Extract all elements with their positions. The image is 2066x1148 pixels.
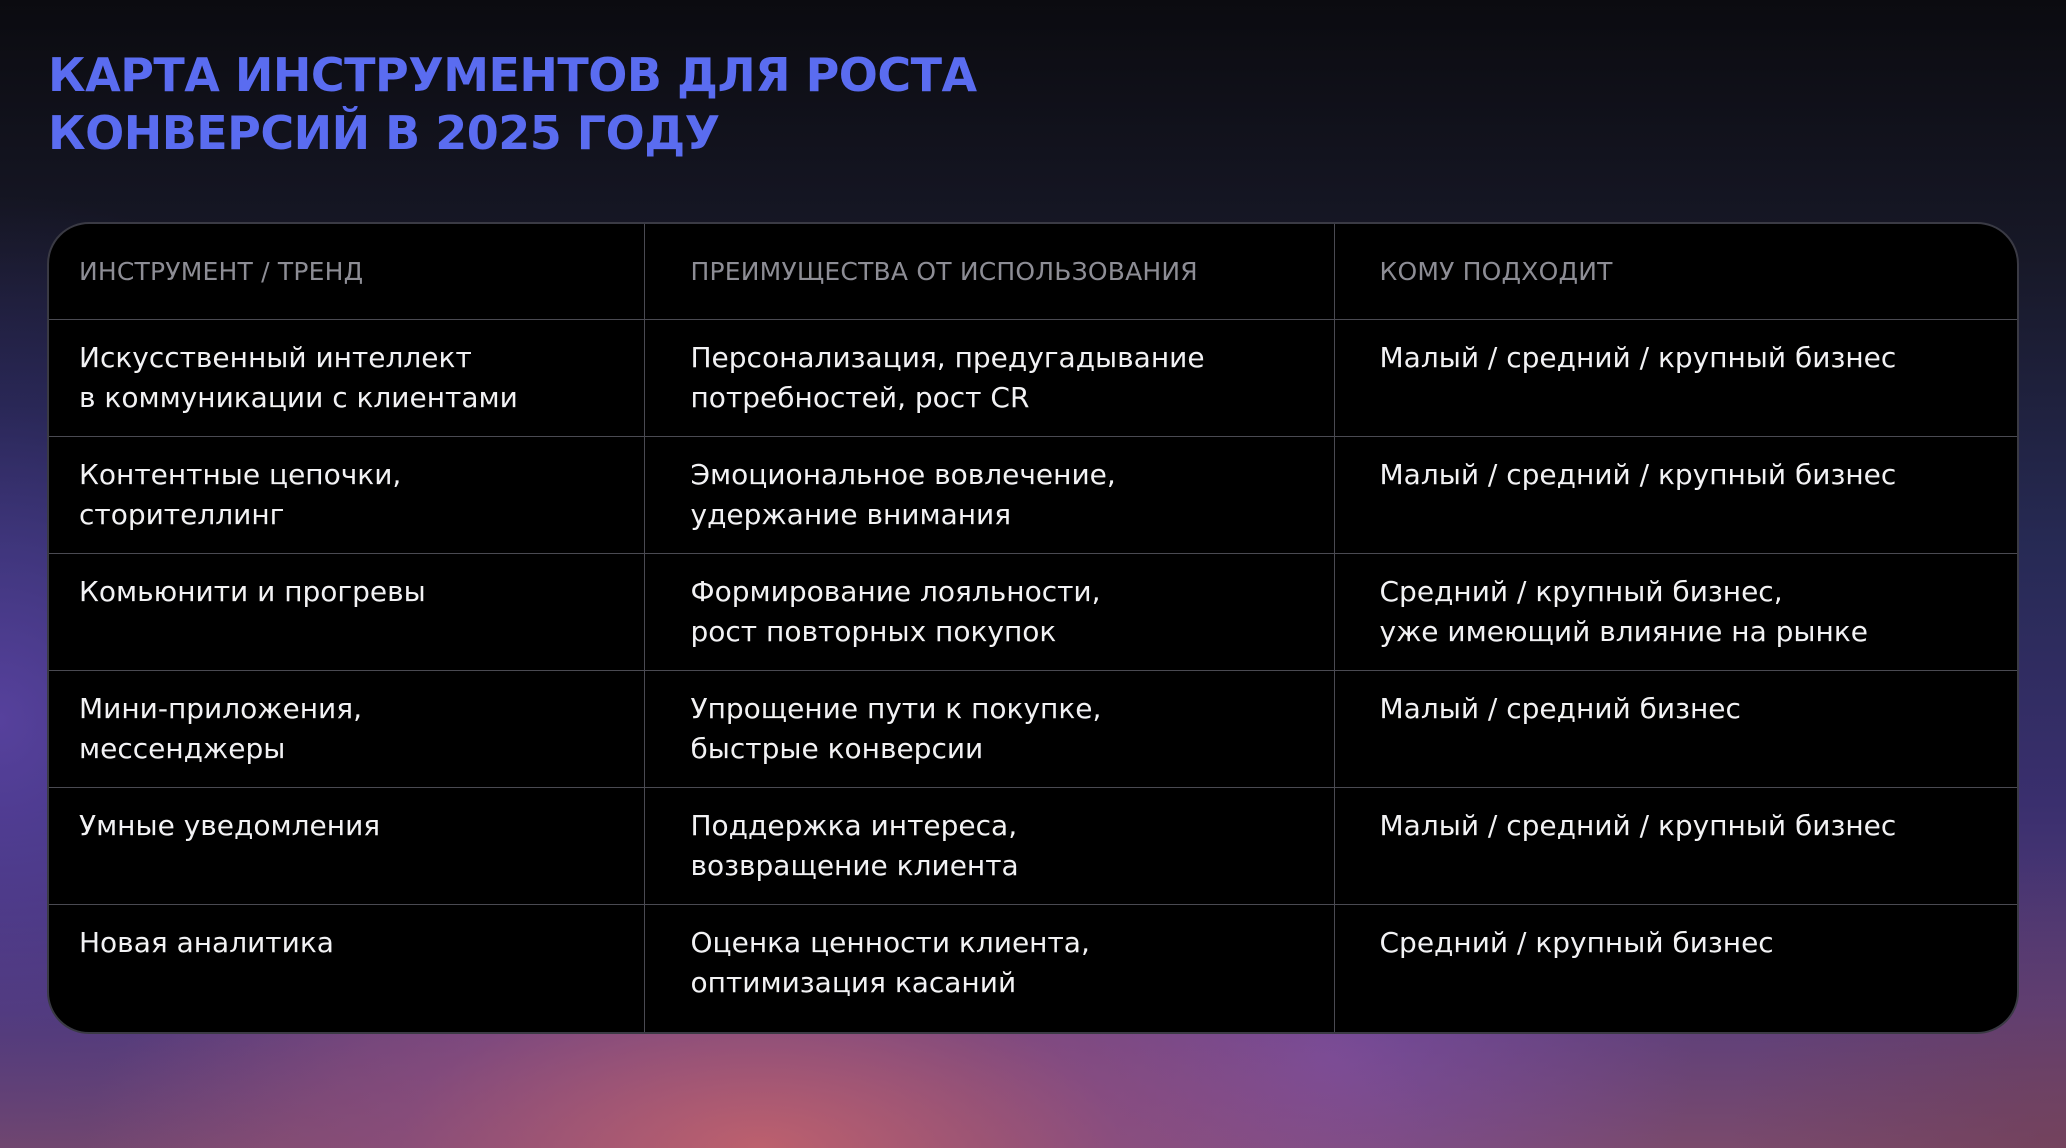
cell-tool-text: Новая аналитика bbox=[79, 925, 334, 959]
tools-table bbox=[49, 224, 2017, 1033]
table-row bbox=[49, 670, 2017, 787]
cell-benefits-text: Эмоциональное вовлечение, удержание внимания bbox=[690, 457, 1116, 531]
page-title-line-2: КОНВЕРСИЙ В 2025 ГОДУ bbox=[48, 106, 720, 160]
table-row bbox=[49, 787, 2017, 904]
header-tool-trend: ИНСТРУМЕНТ / ТРЕНД bbox=[49, 224, 644, 319]
cell-benefits bbox=[644, 553, 1334, 670]
cell-benefits-text: Упрощение пути к покупке, быстрые конверсии bbox=[690, 691, 1102, 765]
page-title-line-1: КАРТА ИНСТРУМЕНТОВ ДЛЯ РОСТА bbox=[48, 48, 977, 102]
cell-benefits-text: Персонализация, предугадывание потребностей, рост CR bbox=[690, 340, 1205, 414]
cell-tool-text: Искусственный интеллект в коммуникации с клиентами bbox=[79, 340, 518, 414]
table-header-row bbox=[49, 224, 2017, 319]
cell-benefits bbox=[644, 436, 1334, 553]
tools-table-card bbox=[47, 222, 2019, 1034]
cell-audience bbox=[1334, 787, 2017, 904]
cell-audience bbox=[1334, 670, 2017, 787]
cell-audience-text: Средний / крупный бизнес, уже имеющий влияние на рынке bbox=[1379, 574, 1868, 648]
table-row bbox=[49, 904, 2017, 1033]
cell-tool-text: Умные уведомления bbox=[79, 808, 381, 842]
cell-tool bbox=[49, 319, 644, 436]
page-title bbox=[48, 46, 1448, 162]
cell-tool-text: Контентные цепочки, сторителлинг bbox=[79, 457, 402, 531]
cell-tool-text: Комьюнити и прогревы bbox=[79, 574, 426, 608]
cell-benefits bbox=[644, 670, 1334, 787]
cell-tool bbox=[49, 670, 644, 787]
cell-tool bbox=[49, 553, 644, 670]
table-row bbox=[49, 436, 2017, 553]
cell-benefits-text: Поддержка интереса, возвращение клиента bbox=[690, 808, 1019, 882]
table-row bbox=[49, 319, 2017, 436]
header-audience: КОМУ ПОДХОДИТ bbox=[1334, 224, 2017, 319]
cell-audience-text: Средний / крупный бизнес bbox=[1379, 925, 1774, 959]
cell-benefits-text: Формирование лояльности, рост повторных покупок bbox=[690, 574, 1101, 648]
cell-audience bbox=[1334, 436, 2017, 553]
cell-audience-text: Малый / средний бизнес bbox=[1379, 691, 1741, 725]
cell-tool bbox=[49, 904, 644, 1033]
cell-benefits bbox=[644, 787, 1334, 904]
cell-benefits-text: Оценка ценности клиента, оптимизация касаний bbox=[690, 925, 1090, 999]
cell-audience-text: Малый / средний / крупный бизнес bbox=[1379, 808, 1897, 842]
cell-audience bbox=[1334, 553, 2017, 670]
cell-tool bbox=[49, 787, 644, 904]
cell-tool-text: Мини-приложения, мессенджеры bbox=[79, 691, 362, 765]
table-row bbox=[49, 553, 2017, 670]
cell-benefits bbox=[644, 319, 1334, 436]
cell-tool bbox=[49, 436, 644, 553]
cell-audience-text: Малый / средний / крупный бизнес bbox=[1379, 457, 1897, 491]
cell-audience bbox=[1334, 904, 2017, 1033]
cell-benefits bbox=[644, 904, 1334, 1033]
cell-audience-text: Малый / средний / крупный бизнес bbox=[1379, 340, 1897, 374]
cell-audience bbox=[1334, 319, 2017, 436]
header-benefits: ПРЕИМУЩЕСТВА ОТ ИСПОЛЬЗОВАНИЯ bbox=[644, 224, 1334, 319]
